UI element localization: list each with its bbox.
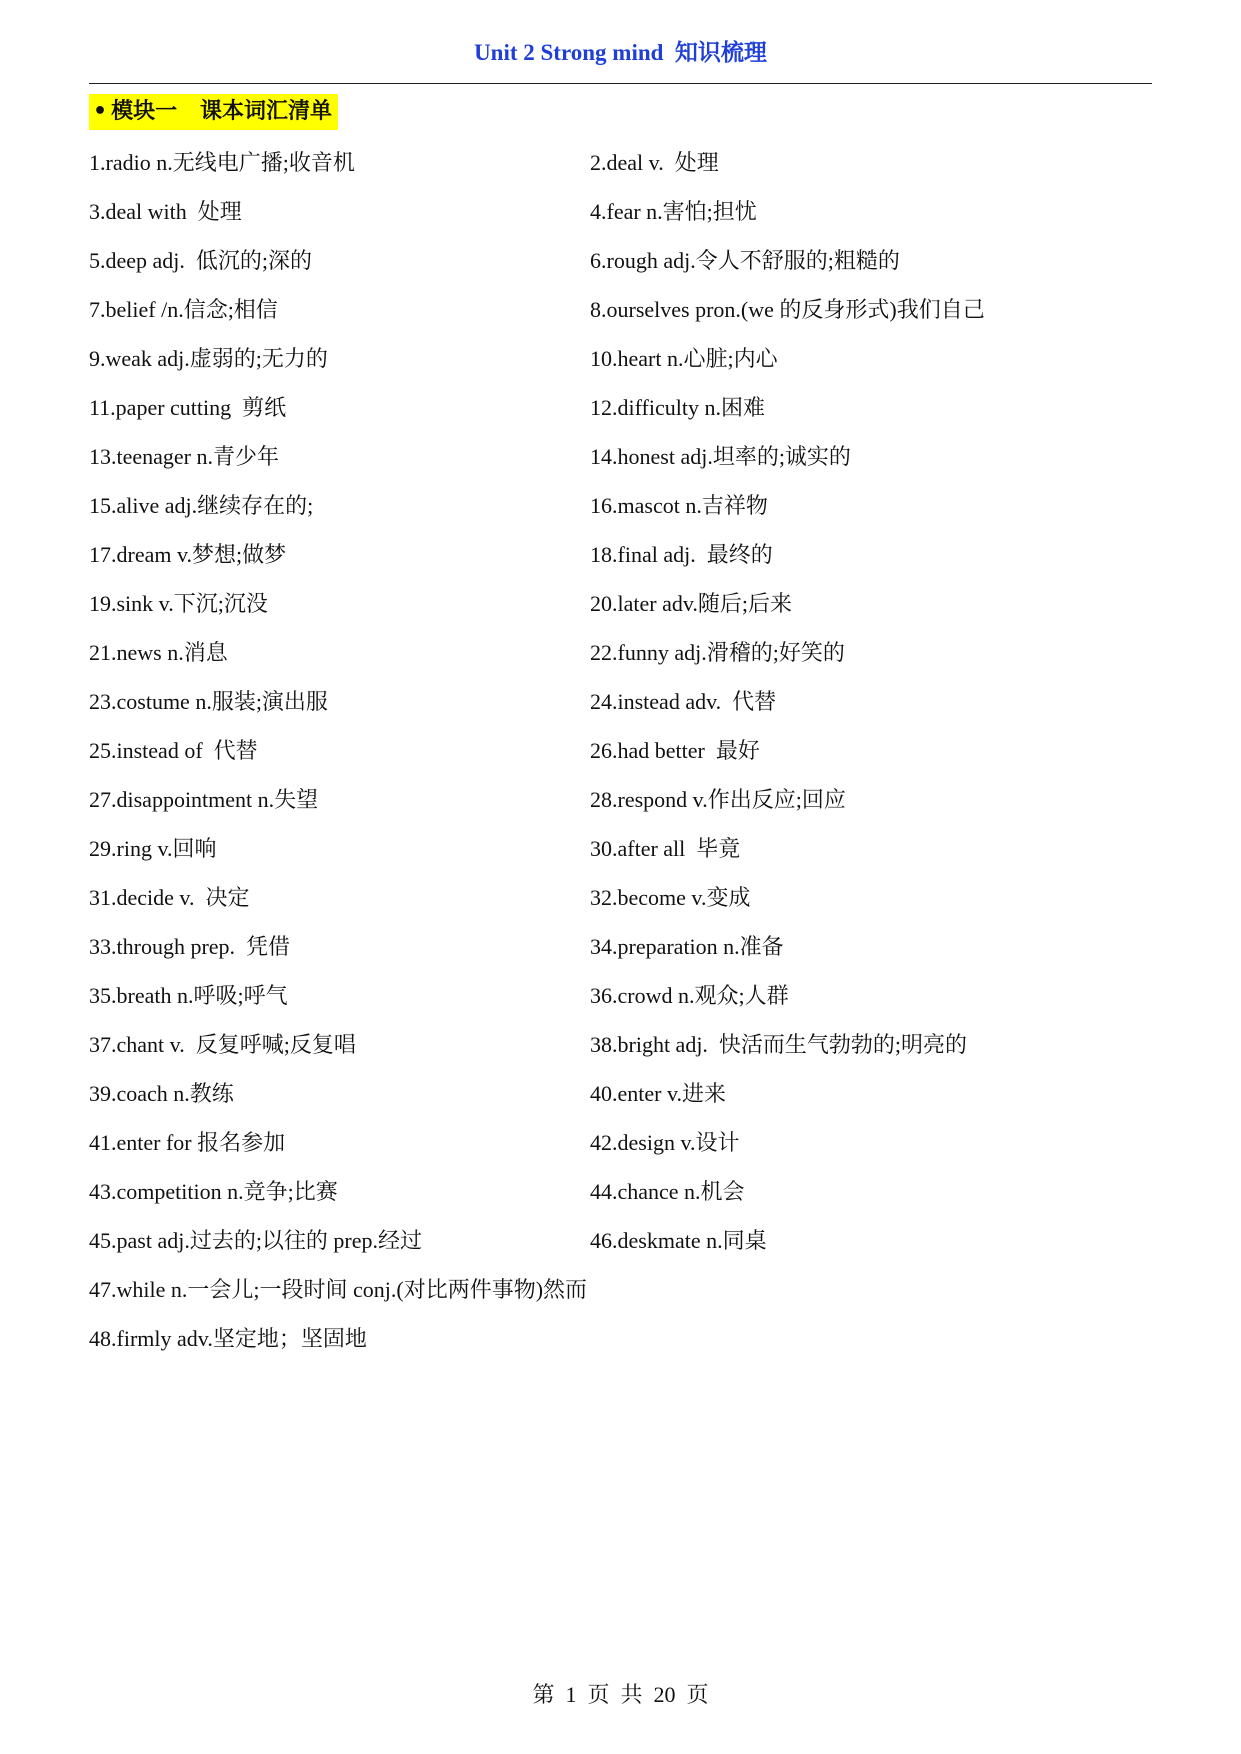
vocab-item: 19.sink v.下沉;沉没: [89, 591, 268, 616]
vocab-item: 32.become v.变成: [590, 885, 751, 910]
document-title: Unit 2 Strong mind 知识梳理: [474, 40, 767, 65]
vocab-item: 5.deep adj. 低沉的;深的: [89, 248, 313, 273]
vocab-item: 13.teenager n.青少年: [89, 444, 279, 469]
vocab-item: 20.later adv.随后;后来: [590, 591, 793, 616]
vocab-item: 34.preparation n.准备: [590, 934, 784, 959]
vocab-item: 4.fear n.害怕;担忧: [590, 199, 757, 224]
vocab-item: 28.respond v.作出反应;回应: [590, 787, 846, 812]
vocab-list: [89, 138, 1152, 1363]
vocab-item: 38.bright adj. 快活而生气勃勃的;明亮的: [590, 1032, 968, 1057]
vocab-item: 47.while n.一会儿;一段时间 conj.(对比两件事物)然而: [89, 1277, 588, 1302]
vocab-item: 35.breath n.呼吸;呼气: [89, 983, 288, 1008]
vocab-item: 41.enter for 报名参加: [89, 1130, 286, 1155]
vocab-item: 1.radio n.无线电广播;收音机: [89, 150, 355, 175]
section-heading-text: 模块一 课本词汇清单: [111, 99, 333, 124]
vocab-item: 44.chance n.机会: [590, 1179, 745, 1204]
vocab-item: 6.rough adj.令人不舒服的;粗糙的: [590, 248, 900, 273]
vocab-item: 8.ourselves pron.(we 的反身形式)我们自己: [590, 297, 985, 322]
vocab-item: 23.costume n.服装;演出服: [89, 689, 328, 714]
bullet-icon: •: [93, 99, 108, 124]
header-divider: [89, 83, 1152, 84]
vocab-item: 36.crowd n.观众;人群: [590, 983, 789, 1008]
vocab-item: 37.chant v. 反复呼喊;反复唱: [89, 1032, 356, 1057]
vocab-item: 9.weak adj.虚弱的;无力的: [89, 346, 328, 371]
vocab-item: 43.competition n.竞争;比赛: [89, 1179, 338, 1204]
vocab-item: 18.final adj. 最终的: [590, 542, 773, 567]
vocab-item: 30.after all 毕竟: [590, 836, 741, 861]
page-number: 第 1 页 共 20 页: [532, 1682, 709, 1707]
vocab-item: 14.honest adj.坦率的;诚实的: [590, 444, 851, 469]
vocab-item: 15.alive adj.继续存在的;: [89, 493, 314, 518]
vocab-item: 16.mascot n.吉祥物: [590, 493, 768, 518]
vocab-item: 21.news n.消息: [89, 640, 228, 665]
vocab-item: 45.past adj.过去的;以往的 prep.经过: [89, 1228, 423, 1253]
vocab-item: 46.deskmate n.同桌: [590, 1228, 767, 1253]
vocab-item: 29.ring v.回响: [89, 836, 217, 861]
vocab-item: 40.enter v.进来: [590, 1081, 727, 1106]
vocab-item: 39.coach n.教练: [89, 1081, 234, 1106]
vocab-item: 26.had better 最好: [590, 738, 760, 763]
vocab-item: 2.deal v. 处理: [590, 150, 719, 175]
vocab-item: 24.instead adv. 代替: [590, 689, 777, 714]
vocab-item: 33.through prep. 凭借: [89, 934, 291, 959]
vocab-item: 27.disappointment n.失望: [89, 787, 319, 812]
vocab-item: 42.design v.设计: [590, 1130, 740, 1155]
vocab-item: 17.dream v.梦想;做梦: [89, 542, 287, 567]
vocab-item: 25.instead of 代替: [89, 738, 258, 763]
vocab-item: 3.deal with 处理: [89, 199, 242, 224]
vocab-item: 7.belief /n.信念;相信: [89, 297, 278, 322]
vocab-item: 22.funny adj.滑稽的;好笑的: [590, 640, 845, 665]
vocab-item: 48.firmly adv.坚定地；坚固地: [89, 1326, 367, 1351]
vocab-item: 10.heart n.心脏;内心: [590, 346, 778, 371]
vocab-item: 11.paper cutting 剪纸: [89, 395, 287, 420]
section-heading: [89, 94, 338, 130]
vocab-item: 12.difficulty n.困难: [590, 395, 765, 420]
vocab-item: 31.decide v. 决定: [89, 885, 250, 910]
